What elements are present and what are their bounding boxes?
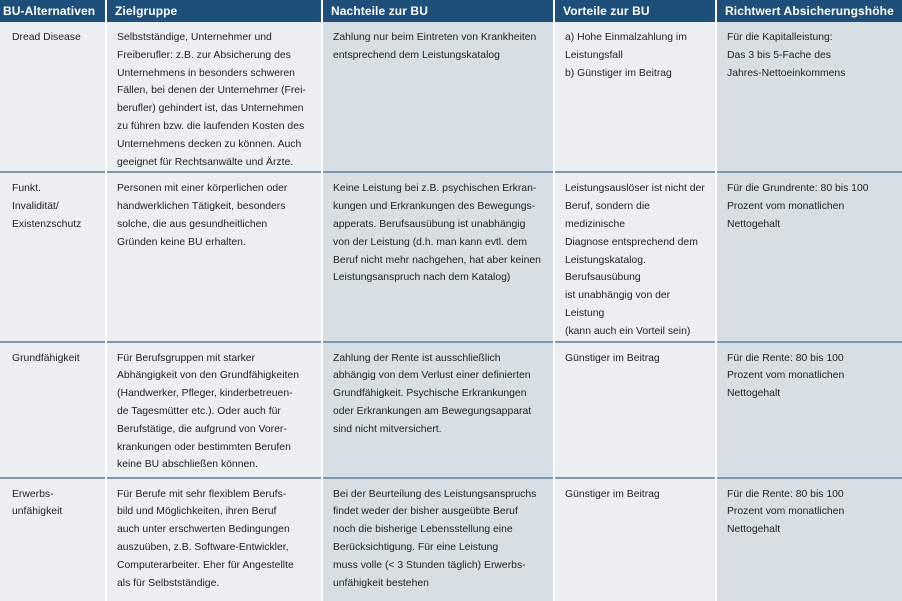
vorteile-cell: a) Hohe Einmalzahlung im Leistungsfall b) Günstiger im Beitrag xyxy=(554,22,716,172)
header-richtwert: Richtwert Absicherungshöhe xyxy=(716,0,902,22)
nachteile-cell: Zahlung nur beim Eintreten von Krankheiten entsprechend dem Leistungskatalog xyxy=(322,22,554,172)
header-row xyxy=(0,0,902,22)
header-vorteile: Vorteile zur BU xyxy=(554,0,716,22)
vorteile-cell: Günstiger im Beitrag xyxy=(554,342,716,478)
zielgruppe-cell: Personen mit einer körperlichen oder handwerklichen Tätigkeit, besonders solche, die aus gesundheitlichen Gründen keine BU erhalten. xyxy=(106,172,322,341)
richtwert-cell: Für die Kapitalleistung: Das 3 bis 5-Fache des Jahres-Nettoeinkommens xyxy=(716,22,902,172)
zielgruppe-cell: Selbstständige, Unternehmer und Freiberufler: z.B. zur Absicherung des Unternehmens in besonders schweren Fällen, bei denen der Unternehmer (Frei- berufler) gehindert ist, das Unternehmen zu führen bzw. die laufenden Kosten des Unternehmens decken zu können. Auch geeignet für Rechtsanwälte und Ärzte. xyxy=(106,22,322,172)
table-row xyxy=(0,172,902,341)
header-bu-alternativen: BU-Alternativen xyxy=(0,0,106,22)
row-name-cell: Funkt. Invalidität/ Existenzschutz xyxy=(0,172,106,341)
vorteile-cell: Leistungsauslöser ist nicht der Beruf, sondern die medizinische Diagnose entsprechend dem Leistungskatalog. Berufsausübung ist unabhängig von der Leistung (kann auch ein Vorteil sein) xyxy=(554,172,716,341)
nachteile-cell: Zahlung der Rente ist ausschließlich abhängig von dem Verlust einer definierten Grundfähigkeit. Psychische Erkrankungen oder Erkrankungen am Bewegungsapparat sind nicht mitversichert. xyxy=(322,342,554,478)
zielgruppe-cell: Für Berufsgruppen mit starker Abhängigkeit von den Grundfähigkeiten (Handwerker, Pfleger, kinderbetreuen- de Tagesmütter etc.). Oder auch für Berufstätige, die aufgrund von Vorer- krankungen oder bestimmten Berufen keine BU abschließen können. xyxy=(106,342,322,478)
nachteile-cell: Bei der Beurteilung des Leistungsanspruchs findet weder der bisher ausgeübte Beruf noch die bisherige Lebensstellung eine Berücksichtigung. Für eine Leistung muss volle (< 3 Stunden täglich) Erwerbs- unfähigkeit bestehen xyxy=(322,478,554,601)
zielgruppe-cell: Für Berufe mit sehr flexiblem Berufs- bild und Möglichkeiten, ihren Beruf auch unter erschwerten Bedingungen auszuüben, z.B. Software-Entwickler, Computerarbeiter. Eher für Angestellte als für Selbstständige. xyxy=(106,478,322,601)
row-name-cell: Grundfähigkeit xyxy=(0,342,106,478)
richtwert-cell: Für die Rente: 80 bis 100 Prozent vom monatlichen Nettogehalt xyxy=(716,478,902,601)
nachteile-cell: Keine Leistung bei z.B. psychischen Erkran- kungen und Erkrankungen des Bewegungs- apperats. Berufsausübung ist unabhängig von der Leistung (d.h. man kann evtl. dem Beruf nicht mehr nachgehen, hat aber keinen Leistungsanspruch nach dem Katalog) xyxy=(322,172,554,341)
table-row xyxy=(0,342,902,478)
richtwert-cell: Für die Grundrente: 80 bis 100 Prozent vom monatlichen Nettogehalt xyxy=(716,172,902,341)
header-nachteile: Nachteile zur BU xyxy=(322,0,554,22)
row-name-cell: Erwerbs- unfähigkeit xyxy=(0,478,106,601)
table-row xyxy=(0,22,902,172)
table-row xyxy=(0,478,902,601)
richtwert-cell: Für die Rente: 80 bis 100 Prozent vom monatlichen Nettogehalt xyxy=(716,342,902,478)
vorteile-cell: Günstiger im Beitrag xyxy=(554,478,716,601)
header-zielgruppe: Zielgruppe xyxy=(106,0,322,22)
row-name-cell: Dread Disease xyxy=(0,22,106,172)
